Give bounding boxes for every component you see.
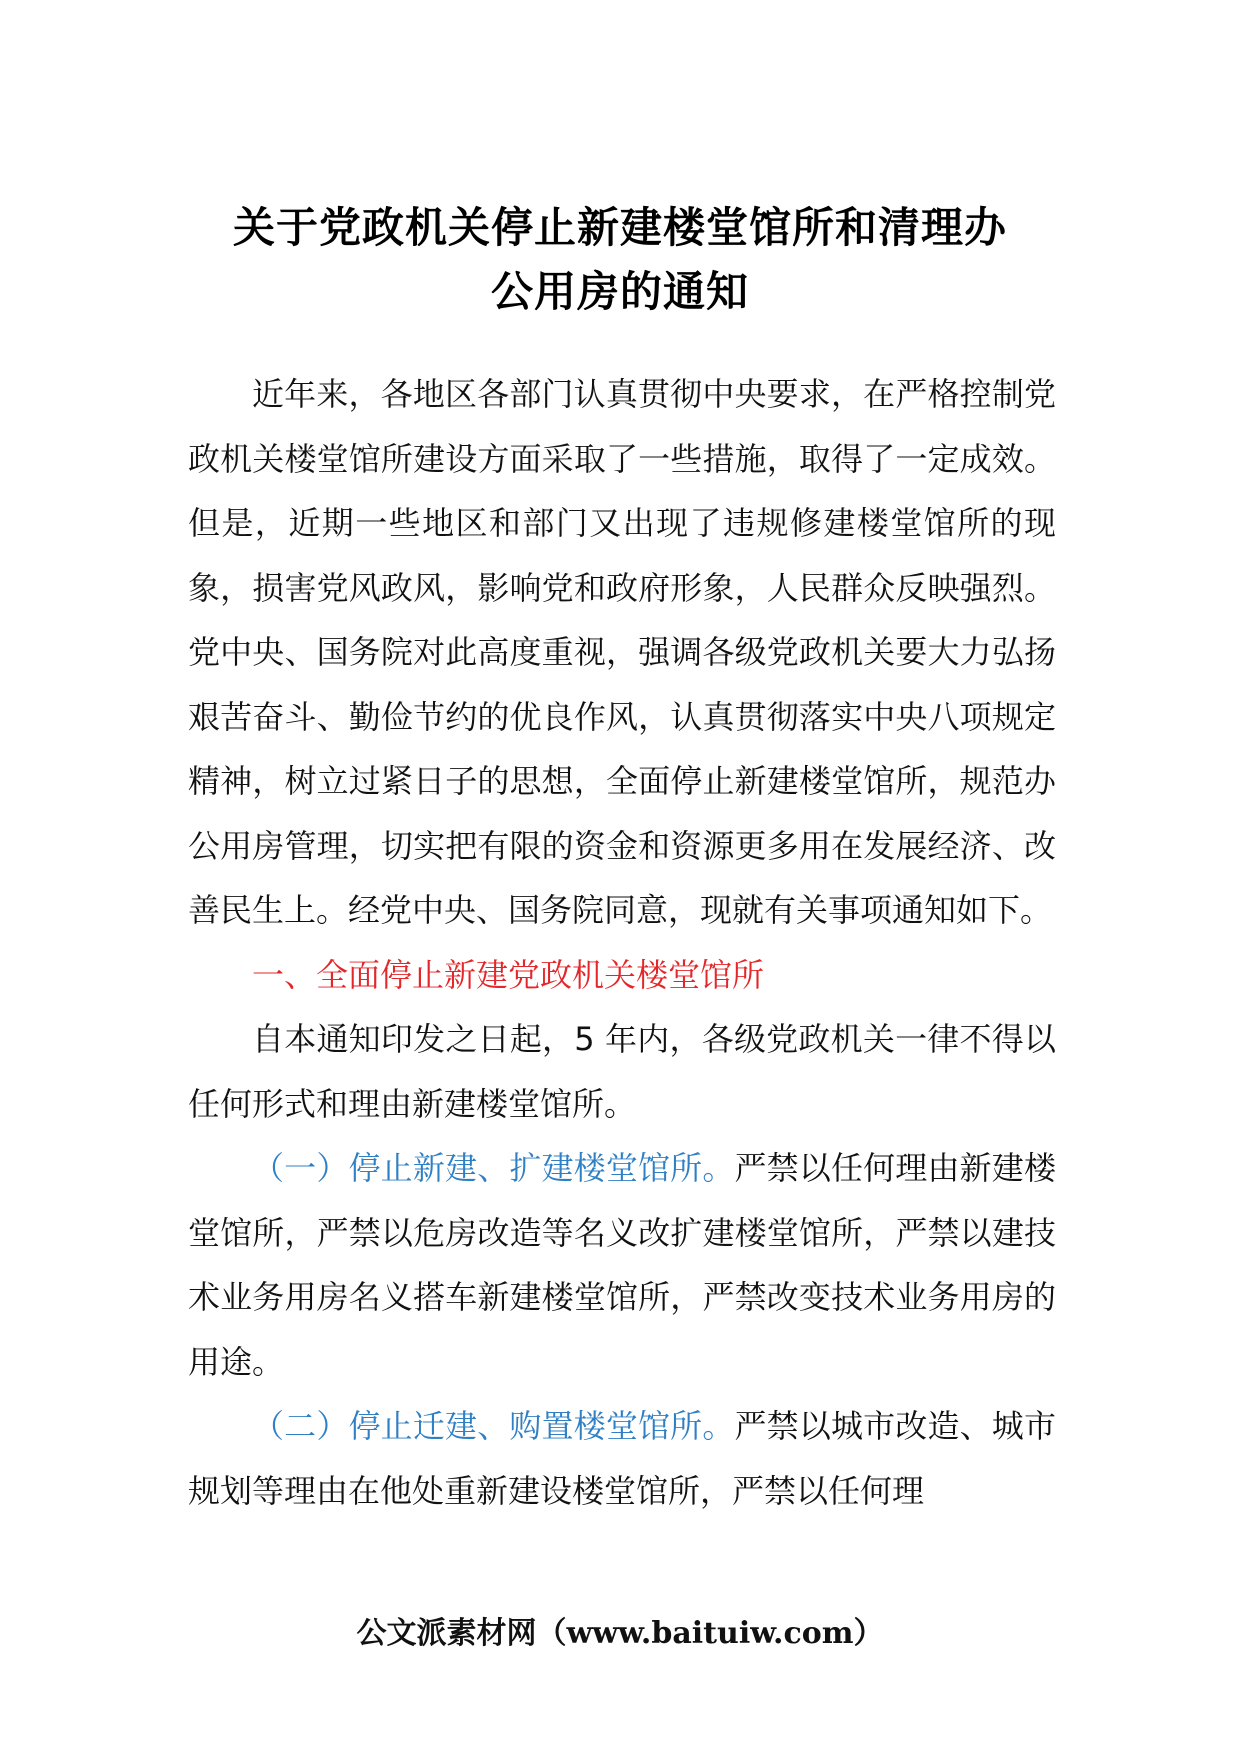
intro-paragraph: 近年来，各地区各部门认真贯彻中央要求，在严格控制党政机关楼堂馆所建设方面采取了一些措施，取得了一定成效。但是，近期一些地区和部门又出现了违规修建楼堂馆所的现象，损害党风政风，影响党和政府形象，人民群众反映强烈。党中央、国务院对此高度重视，强调各级党政机关要大力弘扬艰苦奋斗、勤俭节约的优良作风，认真贯彻落实中央八项规定精神，树立过紧日子的思想，全面停止新建楼堂馆所，规范办公用房管理，切实把有限的资金和资源更多用在发展经济、改善民生上。经党中央、国务院同意，现就有关事项通知如下。 [188, 375, 1056, 929]
subsection-1-paragraph [188, 1136, 1056, 1394]
subsection-2-paragraph [188, 1394, 1056, 1523]
footer-watermark: 公文派素材网（www.baituiw.com） [356, 1616, 884, 1651]
title-line-2: 公用房的通知 [490, 267, 749, 316]
section-1-paragraph: 自本通知印发之日起，5 年内，各级党政机关一律不得以任何形式和理由新建楼堂馆所。 [188, 1020, 1056, 1123]
document-body [188, 362, 1056, 1523]
subsection-1-body: 严禁以任何理由新建楼堂馆所，严禁以危房改造等名义改扩建楼堂馆所，严禁以建技术业务用房名义搭车新建楼堂馆所，严禁改变技术业务用房的用途。 [188, 1149, 1056, 1381]
subsection-2-heading: （二）停止迁建、购置楼堂馆所。 [252, 1407, 735, 1445]
document-title [150, 196, 1090, 324]
subsection-1-heading: （一）停止新建、扩建楼堂馆所。 [252, 1149, 735, 1187]
title-line-1: 关于党政机关停止新建楼堂馆所和清理办 [232, 203, 1007, 252]
subsection-2-body: 严禁以城市改造、城市规划等理由在他处重新建设楼堂馆所，严禁以任何理 [188, 1407, 1056, 1510]
section-1-heading: 一、全面停止新建党政机关楼堂馆所 [252, 955, 765, 994]
